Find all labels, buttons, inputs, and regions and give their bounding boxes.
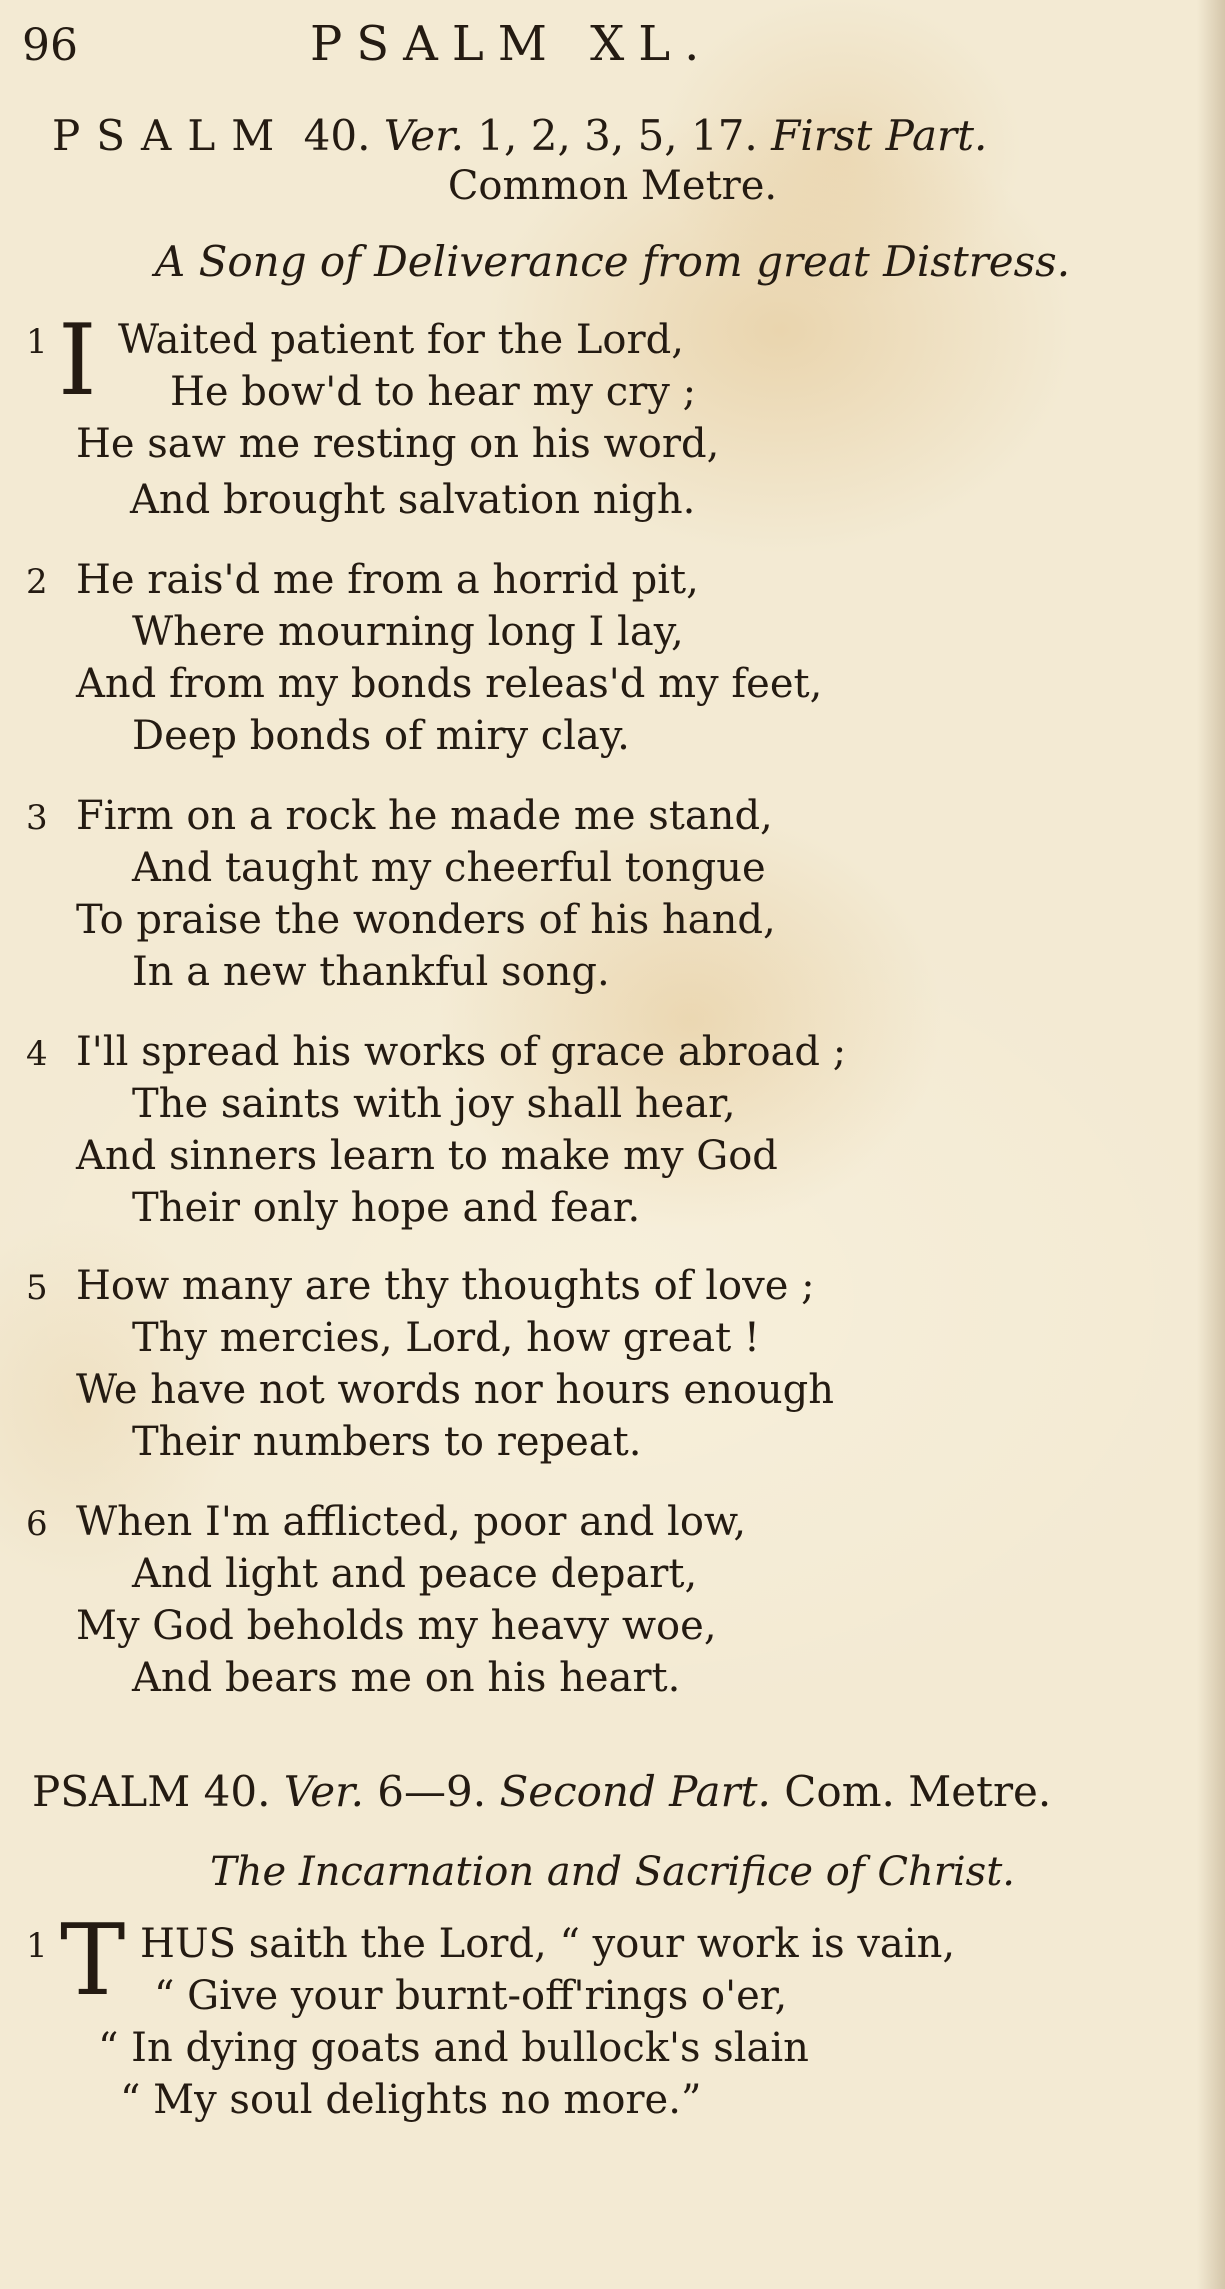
verse-line: Thy mercies, Lord, how great !	[132, 1315, 761, 1361]
verse-line: “ In dying goats and bullock's slain	[98, 2025, 809, 2071]
verse-line: Their numbers to repeat.	[132, 1419, 642, 1465]
verse-line: Deep bonds of miry clay.	[132, 713, 630, 759]
verse-line: And bears me on his heart.	[132, 1655, 681, 1701]
verse-line: Waited patient for the Lord,	[118, 317, 684, 363]
verse-line: We have not words nor hours enough	[76, 1367, 835, 1413]
verse-line: “ My soul delights no more.”	[120, 2077, 702, 2123]
verse-line: And light and peace depart,	[132, 1551, 698, 1597]
verse-line: I'll spread his works of grace abroad ;	[76, 1029, 847, 1075]
title-verses-label: Ver.	[283, 1767, 364, 1816]
title-verses: 1, 2, 3, 5, 17.	[477, 111, 758, 160]
page-number: 96	[22, 20, 78, 71]
verse-line: And sinners learn to make my God	[76, 1133, 778, 1179]
title-number: 40.	[203, 1767, 271, 1816]
verse-line: To praise the wonders of his hand,	[76, 897, 776, 943]
verse-number: 1	[26, 322, 48, 362]
verse-line: The saints with joy shall hear,	[132, 1081, 736, 1127]
title-psalm: PSALM	[32, 1767, 191, 1816]
drop-cap: T	[60, 1904, 126, 2018]
verse-line: When I'm afflicted, poor and low,	[76, 1499, 747, 1545]
verse-number: 6	[26, 1504, 48, 1544]
verse-number: 4	[26, 1034, 48, 1074]
verse-line: He bow'd to hear my cry ;	[170, 369, 697, 415]
verse-line: Their only hope and fear.	[132, 1185, 641, 1231]
metre-label: Common Metre.	[447, 163, 778, 209]
verse-line: Firm on a rock he made me stand,	[76, 793, 773, 839]
verse-line: He saw me resting on his word,	[76, 421, 720, 467]
verse-line: And from my bonds releas'd my feet,	[76, 661, 823, 707]
title-verses: 6—9.	[377, 1767, 487, 1816]
verse-line: “ Give your burnt-off'rings o'er,	[154, 1973, 788, 2019]
verse-number: 3	[26, 798, 48, 838]
verse-number: 2	[26, 562, 48, 602]
page-edge-shadow	[1197, 0, 1225, 2289]
verse-line: And taught my cheerful tongue	[132, 845, 766, 891]
verse-line: In a new thankful song.	[132, 949, 610, 995]
verse-number: 1	[26, 1926, 48, 1966]
second-part-title	[32, 1766, 1051, 1818]
title-part: First Part.	[771, 111, 988, 160]
title-number: 40.	[303, 111, 371, 160]
verse-line: How many are thy thoughts of love ;	[76, 1263, 815, 1309]
drop-cap: I	[58, 304, 97, 418]
title-verses-label: Ver.	[383, 111, 464, 160]
verse-line: Where mourning long I lay,	[132, 609, 684, 655]
verse-line: He rais'd me from a horrid pit,	[76, 557, 699, 603]
title-psalm: PSALM	[52, 111, 291, 160]
running-title: PSALM XL.	[310, 16, 714, 72]
first-part-subtitle: A Song of Deliverance from great Distress.	[154, 237, 1071, 286]
verse-line: My God beholds my heavy woe,	[76, 1603, 717, 1649]
title-metre: Com. Metre.	[784, 1767, 1052, 1816]
verse-number: 5	[26, 1268, 48, 1308]
verse-line: And brought salvation nigh.	[130, 477, 696, 523]
second-part-subtitle: The Incarnation and Sacrifice of Christ.	[210, 1849, 1015, 1895]
first-part-title	[52, 110, 987, 162]
title-part: Second Part.	[499, 1767, 771, 1816]
verse-line: HUS saith the Lord, “ your work is vain,	[140, 1921, 956, 1967]
